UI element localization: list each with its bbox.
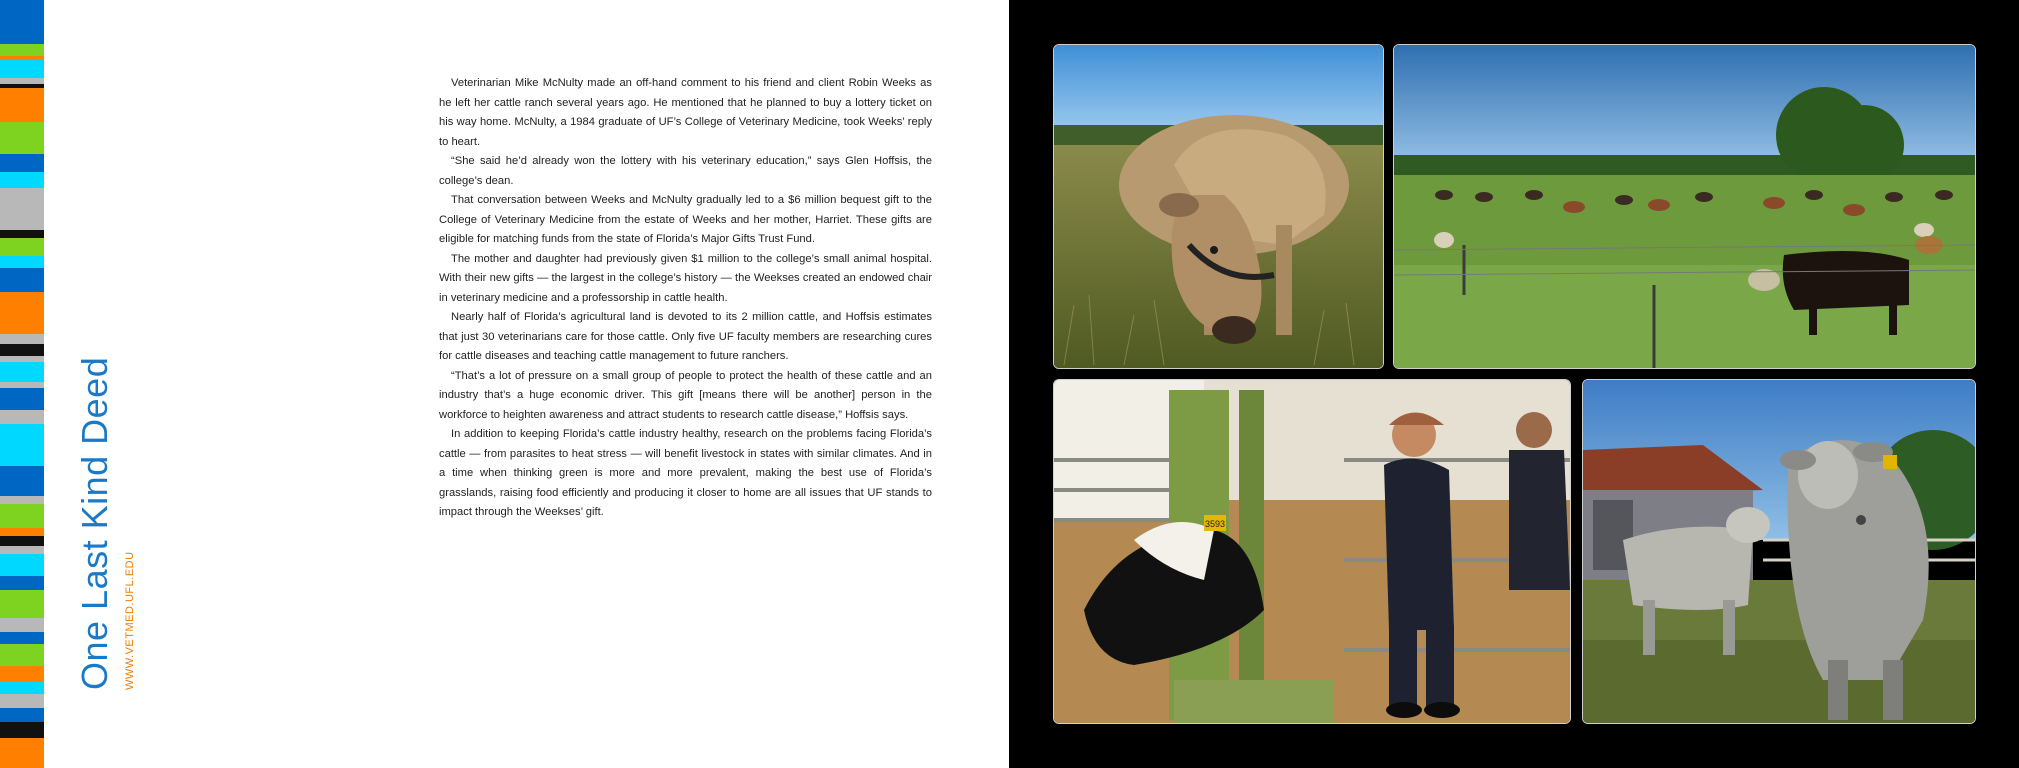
- ear-tag-number: 3593: [1204, 519, 1226, 529]
- color-stripe: [0, 504, 44, 528]
- color-stripe: [0, 618, 44, 632]
- color-stripe: [0, 410, 44, 424]
- color-stripe: [0, 590, 44, 618]
- color-stripe: [0, 256, 44, 268]
- color-stripe: [0, 694, 44, 708]
- color-stripe: [0, 738, 44, 768]
- color-stripe: [0, 306, 44, 334]
- color-stripe: [0, 188, 44, 230]
- color-stripe: [0, 644, 44, 666]
- left-page: [0, 0, 1009, 768]
- color-stripe: [0, 546, 44, 554]
- photo-brahman-cattle: [1582, 379, 1976, 724]
- photo-cattle-pasture: [1393, 44, 1976, 369]
- color-stripe: [0, 632, 44, 644]
- website-url: WWW.VETMED.UFL.EDU: [124, 551, 136, 690]
- color-stripe: [0, 682, 44, 694]
- color-stripe: [0, 98, 44, 122]
- color-stripe: [0, 44, 44, 56]
- color-stripe: [0, 362, 44, 382]
- color-stripe: [0, 292, 44, 306]
- color-stripe: [0, 88, 44, 98]
- article-paragraph: That conversation between Weeks and McNulty gradually led to a $6 million bequest gift to the College of Veterinary Medicine from the estate of Weeks and her mother, Harriet. These gifts are eligible for matching funds from the state of Florida’s Major Gifts Trust Fund.: [439, 194, 932, 245]
- color-stripe: [0, 722, 44, 738]
- color-stripe: [0, 172, 44, 188]
- color-stripe: [0, 388, 44, 410]
- color-stripe: [0, 576, 44, 590]
- color-stripe: [0, 344, 44, 356]
- article-body: [439, 74, 932, 523]
- color-stripe: [0, 334, 44, 344]
- article-paragraph: Veterinarian Mike McNulty made an off-hand comment to his friend and client Robin Weeks as he left her cattle ranch several years ago. He mentioned that he planned to buy a lottery ticket on his way home. McNulty, a 1984 graduate of UF’s College of Veterinary Medicine, took Weeks’ reply to heart.: [439, 77, 932, 148]
- color-stripe: [0, 466, 44, 496]
- photo-jersey-cow: [1053, 44, 1384, 369]
- color-stripe: [0, 424, 44, 466]
- color-stripe: [0, 154, 44, 172]
- color-stripe: [0, 60, 44, 78]
- article-paragraph: The mother and daughter had previously given $1 million to the college’s small animal hospital. With their new gifts — the largest in the college’s history — the Weekses created an endowed chair in veterinary medicine and a professorship in cattle health.: [439, 252, 932, 304]
- article-paragraph: “She said he’d already won the lottery with his veterinary education,” says Glen Hoffsis, the college’s dean.: [439, 155, 932, 187]
- photo-vet-cattle-chute: [1053, 379, 1571, 724]
- color-stripe: [0, 528, 44, 536]
- color-stripe: [0, 554, 44, 576]
- color-stripe: [0, 268, 44, 292]
- color-stripe: [0, 0, 44, 44]
- color-stripe: [0, 238, 44, 256]
- color-stripe: [0, 666, 44, 682]
- color-stripe-bar: [0, 0, 44, 768]
- color-stripe: [0, 122, 44, 154]
- color-stripe: [0, 708, 44, 722]
- article-paragraph: In addition to keeping Florida’s cattle industry healthy, research on the problems facing Florida’s cattle — from parasites to heat stress — will benefit livestock in states with similar climates. And in a time when thinking green is more and more prevalent, making the best use of Florida’s grasslands, raising food efficiently and producing it closer to home are all issues that UF stands to impact through the Weekses’ gift.: [439, 428, 932, 518]
- page-title: One Last Kind Deed: [74, 356, 115, 690]
- color-stripe: [0, 230, 44, 238]
- article-paragraph: Nearly half of Florida’s agricultural land is devoted to its 2 million cattle, and Hoffsis estimates that just 30 veterinarians care for those cattle. Only five UF faculty members are researching cures for cattle diseases and teaching cattle management to future ranchers.: [439, 311, 932, 362]
- color-stripe: [0, 536, 44, 546]
- color-stripe: [0, 496, 44, 504]
- article-paragraph: “That’s a lot of pressure on a small group of people to protect the health of these cattle and an industry that’s a huge economic driver. This gift [means there will be another] person in the workforce to heighten awareness and attract students to research cattle disease,” Hoffsis says.: [439, 369, 932, 421]
- right-page-photo-spread: [1009, 0, 2019, 768]
